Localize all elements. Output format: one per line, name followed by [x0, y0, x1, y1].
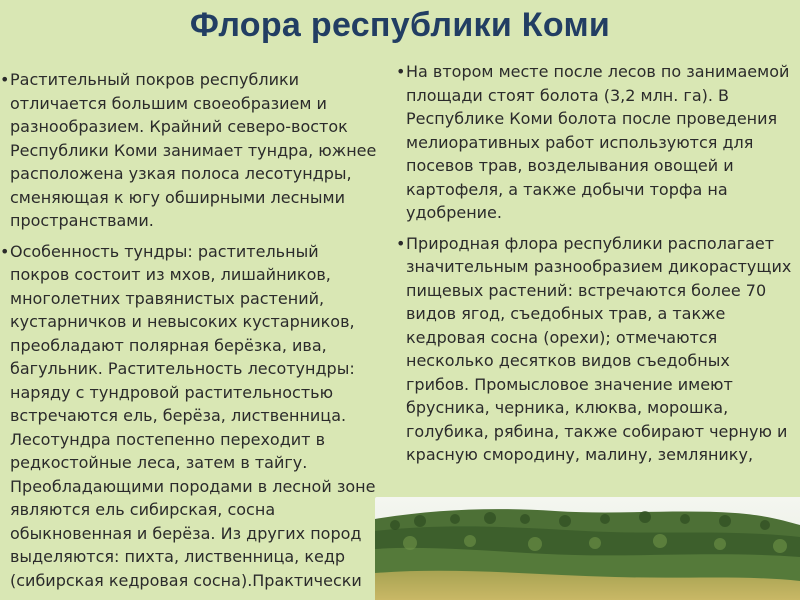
left-bullet-2-text: Особенность тундры: растительный покров состоит из мхов, лишайников, многолетних травянистых растений, кустарничков и невысоких кустарников, преобладают полярная берёзка, ива, багульник. Растительность лесотундры: наряду с тундровой растительностью встречаются ель, берёза, лиственница. Лесотундра постепенно переходит в редкостойные леса, затем в тайгу. Преобладающими породами в лесной зоне являются ель сибирская, сосна обыкновенная и берёза. Из других пород выделяются: пихта, лиственница, кедр (сибирская кедровая сосна).Практически [10, 241, 376, 590]
slide-title: Флора республики Коми [189, 6, 611, 44]
right-bullet-2-text: Природная флора республики располагает значительным разнообразием дикорастущих пищевых растений: встречаются более 70 видов ягод, съедобных трав, а также кедровая сосна (орехи); отмечаются несколько десятков видов съедобных грибов. Промысловое значение имеют брусника, черника, клюква, морошка, голубика, рябина, также собирают черную и красную смородину, малину, землянику, [406, 233, 792, 464]
left-text-column [0, 68, 380, 600]
bullet-marker: • [0, 241, 10, 261]
bullet-marker: • [0, 70, 10, 89]
left-bullet-1 [0, 68, 380, 233]
left-bullet-1-text: Растительный покров республики отличается большим своеобразием и разнообразием. Крайний северо-восток Республики Коми занимает тундра, южнее расположена узкая полоса лесотундры, сменяющая к югу обширными лесными пространствами. [10, 70, 377, 230]
bullet-marker: • [396, 62, 406, 81]
left-bullet-2 [0, 240, 380, 593]
forest-landscape-photo [375, 497, 800, 600]
right-bullet-1 [396, 60, 794, 225]
right-bullet-1-text: На втором месте после лесов по занимаемой площади стоят болота (3,2 млн. га). В Республике Коми болота после проведения мелиоративных работ используются для посевов трав, возделывания овощей и картофеля, а также добычи торфа на удобрение. [406, 62, 790, 222]
right-text-column [396, 60, 794, 500]
bullet-marker: • [396, 233, 406, 253]
right-bullet-2 [396, 232, 794, 467]
